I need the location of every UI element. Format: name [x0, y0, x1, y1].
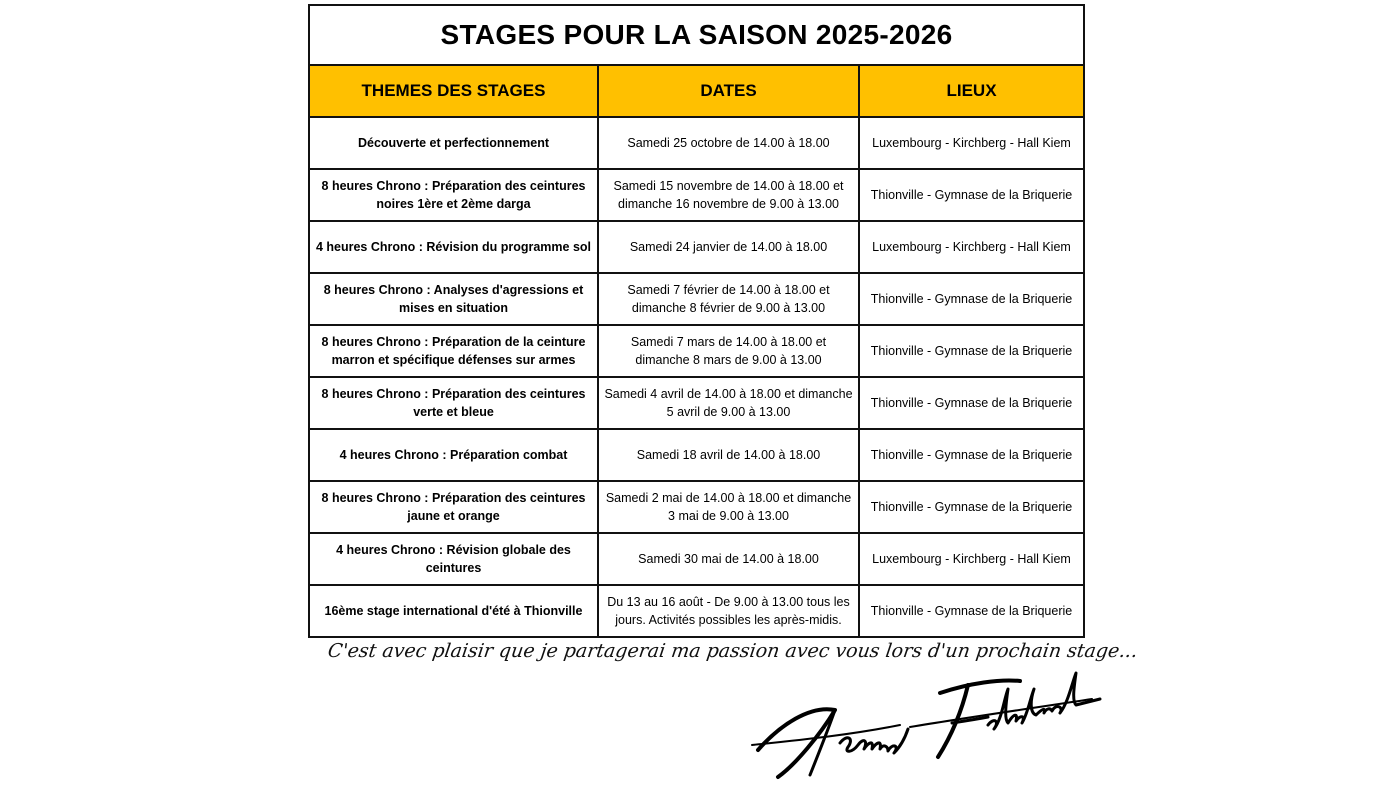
table-body	[309, 117, 1084, 637]
cell-lieu: Thionville - Gymnase de la Briquerie	[859, 377, 1084, 429]
table-row	[309, 481, 1084, 533]
cell-lieu: Thionville - Gymnase de la Briquerie	[859, 169, 1084, 221]
cell-dates: Samedi 25 octobre de 14.00 à 18.00	[598, 117, 859, 169]
cell-lieu: Thionville - Gymnase de la Briquerie	[859, 273, 1084, 325]
cell-theme: 8 heures Chrono : Analyses d'agressions et mises en situation	[309, 273, 598, 325]
cell-dates: Samedi 7 février de 14.00 à 18.00 et dimanche 8 février de 9.00 à 13.00	[598, 273, 859, 325]
cell-lieu: Luxembourg - Kirchberg - Hall Kiem	[859, 533, 1084, 585]
table-row	[309, 429, 1084, 481]
cell-dates: Samedi 15 novembre de 14.00 à 18.00 et dimanche 16 novembre de 9.00 à 13.00	[598, 169, 859, 221]
cell-theme: 8 heures Chrono : Préparation de la ceinture marron et spécifique défenses sur armes	[309, 325, 598, 377]
cell-dates: Samedi 30 mai de 14.00 à 18.00	[598, 533, 859, 585]
table-row	[309, 585, 1084, 637]
cell-theme: 4 heures Chrono : Révision globale des ceintures	[309, 533, 598, 585]
cell-dates: Samedi 24 janvier de 14.00 à 18.00	[598, 221, 859, 273]
cell-theme: 8 heures Chrono : Préparation des ceintures verte et bleue	[309, 377, 598, 429]
cell-lieu: Luxembourg - Kirchberg - Hall Kiem	[859, 221, 1084, 273]
cell-lieu: Thionville - Gymnase de la Briquerie	[859, 481, 1084, 533]
table-row	[309, 533, 1084, 585]
schedule-table	[308, 4, 1085, 638]
cell-theme: 4 heures Chrono : Révision du programme sol	[309, 221, 598, 273]
cell-dates: Samedi 7 mars de 14.00 à 18.00 et dimanche 8 mars de 9.00 à 13.00	[598, 325, 859, 377]
table-row	[309, 325, 1084, 377]
closing-message: C'est avec plaisir que je partagerai ma passion avec vous lors d'un prochain stage...	[326, 640, 1140, 662]
cell-lieu: Thionville - Gymnase de la Briquerie	[859, 585, 1084, 637]
table-row	[309, 117, 1084, 169]
cell-theme: 8 heures Chrono : Préparation des ceintures jaune et orange	[309, 481, 598, 533]
cell-theme: 4 heures Chrono : Préparation combat	[309, 429, 598, 481]
cell-lieu: Luxembourg - Kirchberg - Hall Kiem	[859, 117, 1084, 169]
cell-lieu: Thionville - Gymnase de la Briquerie	[859, 325, 1084, 377]
cell-lieu: Thionville - Gymnase de la Briquerie	[859, 429, 1084, 481]
cell-theme: 16ème stage international d'été à Thionville	[309, 585, 598, 637]
table-title: STAGES POUR LA SAISON 2025-2026	[309, 5, 1084, 65]
table-row	[309, 273, 1084, 325]
cell-theme: 8 heures Chrono : Préparation des ceintures noires 1ère et 2ème darga	[309, 169, 598, 221]
column-header-themes: THEMES DES STAGES	[309, 65, 598, 117]
table-row	[309, 377, 1084, 429]
column-header-dates: DATES	[598, 65, 859, 117]
cell-dates: Samedi 18 avril de 14.00 à 18.00	[598, 429, 859, 481]
table-row	[309, 169, 1084, 221]
signature-image	[740, 665, 1110, 785]
cell-dates: Samedi 2 mai de 14.00 à 18.00 et dimanche 3 mai de 9.00 à 13.00	[598, 481, 859, 533]
cell-dates: Du 13 au 16 août - De 9.00 à 13.00 tous les jours. Activités possibles les après-midis.	[598, 585, 859, 637]
cell-theme: Découverte et perfectionnement	[309, 117, 598, 169]
table-row	[309, 221, 1084, 273]
column-header-lieux: LIEUX	[859, 65, 1084, 117]
cell-dates: Samedi 4 avril de 14.00 à 18.00 et dimanche 5 avril de 9.00 à 13.00	[598, 377, 859, 429]
